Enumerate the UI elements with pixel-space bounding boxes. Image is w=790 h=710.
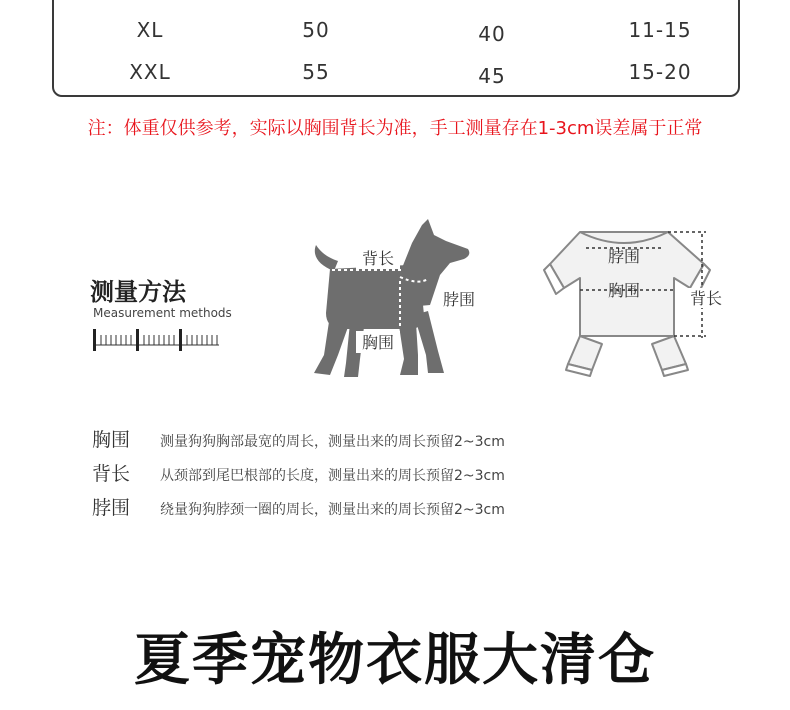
disclaimer-note: 注：体重仅供参考，实际以胸围背长为准，手工测量存在1-3cm误差属于正常 xyxy=(87,118,703,139)
size-row-xxl xyxy=(54,60,738,90)
size-row-xl xyxy=(54,18,738,48)
desc-text: 从颈部到尾巴根部的长度，测量出来的周长预留2~3cm xyxy=(160,468,505,484)
desc-term: 背长 xyxy=(92,463,131,485)
desc-term: 脖围 xyxy=(92,497,131,519)
size-table xyxy=(52,0,740,97)
method-subtitle: Measurement methods xyxy=(93,306,232,320)
method-title: 测量方法 xyxy=(90,278,186,306)
size-cell: XL xyxy=(136,18,164,42)
ruler-icon xyxy=(93,325,223,351)
size-cell: 45 xyxy=(478,64,506,88)
desc-row-back xyxy=(92,459,505,486)
size-cell: 40 xyxy=(478,22,506,46)
size-cell: 55 xyxy=(302,60,330,84)
size-cell: 50 xyxy=(302,18,330,42)
shirt-back-label: 背长 xyxy=(689,289,723,308)
shirt-diagram xyxy=(540,218,740,378)
headline: 夏季宠物衣服大清仓 xyxy=(134,628,656,693)
dog-back-label: 背长 xyxy=(361,249,395,268)
desc-row-chest xyxy=(92,425,505,452)
size-cell: 11-15 xyxy=(628,18,692,42)
shirt-neck-label: 脖围 xyxy=(607,247,641,266)
dog-chest-label: 胸围 xyxy=(361,333,395,352)
size-cell: XXL xyxy=(129,60,171,84)
shirt-chest-label: 胸围 xyxy=(607,281,641,300)
desc-row-neck xyxy=(92,493,505,520)
desc-text: 绕量狗狗脖颈一圈的周长，测量出来的周长预留2~3cm xyxy=(160,502,505,518)
dog-neck-label: 脖围 xyxy=(442,290,476,309)
size-cell: 15-20 xyxy=(628,60,692,84)
desc-text: 测量狗狗胸部最宽的周长，测量出来的周长预留2~3cm xyxy=(160,434,505,450)
dog-diagram xyxy=(300,215,500,385)
desc-term: 胸围 xyxy=(92,429,131,451)
